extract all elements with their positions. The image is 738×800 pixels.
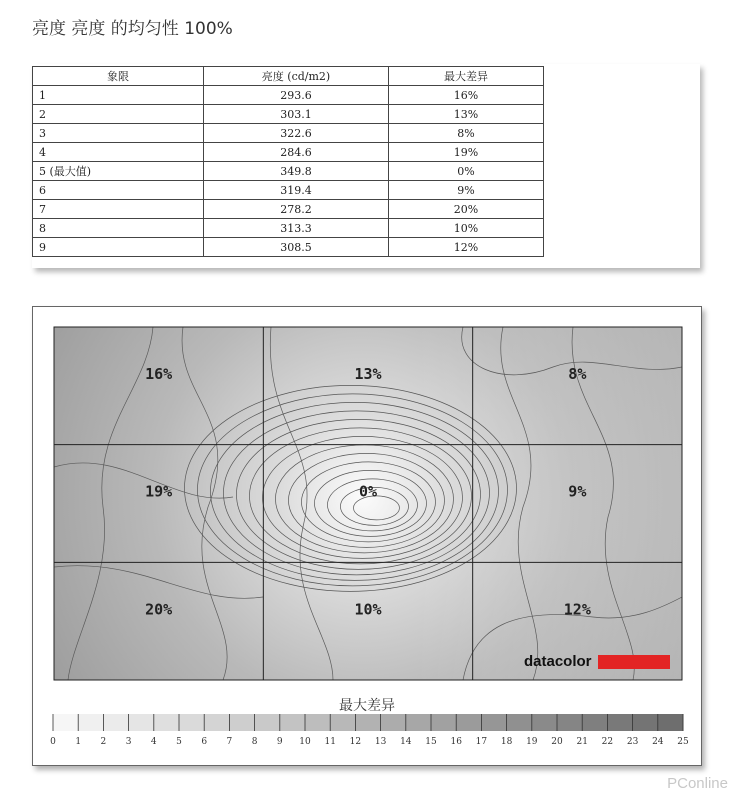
legend-swatch: [103, 714, 129, 731]
luminance-cell: 284.6: [204, 143, 389, 162]
legend-tick-label: 12: [349, 737, 362, 747]
quadrant-cell: 4: [33, 143, 204, 162]
luminance-cell: 303.1: [204, 105, 389, 124]
quadrant-cell: 6: [33, 181, 204, 200]
quadrant-label: 8%: [568, 365, 587, 383]
legend-swatch: [658, 714, 684, 731]
legend-swatch: [431, 714, 457, 731]
legend-tick-label: 2: [100, 737, 107, 747]
column-header-quadrant: 象限: [33, 67, 204, 86]
legend-swatch: [229, 714, 255, 731]
legend-swatch: [53, 714, 79, 731]
quadrant-cell: 1: [33, 86, 204, 105]
heatmap-plot-area: [54, 327, 682, 680]
legend-tick-label: 23: [626, 737, 639, 747]
legend-swatch: [179, 714, 205, 731]
luminance-cell: 322.6: [204, 124, 389, 143]
legend-swatch: [456, 714, 482, 731]
table-row: [33, 200, 544, 219]
max-diff-cell: 13%: [389, 105, 544, 124]
legend-tick-label: 18: [500, 737, 513, 747]
legend-swatch: [406, 714, 432, 731]
legend-swatch: [532, 714, 558, 731]
legend-tick-label: 8: [251, 737, 258, 747]
legend-tick-label: 25: [677, 737, 689, 747]
quadrant-cell: 5 (最大值): [33, 162, 204, 181]
max-diff-cell: 19%: [389, 143, 544, 162]
color-scale-legend: [50, 697, 689, 747]
quadrant-label: 20%: [145, 600, 173, 619]
table-row: [33, 124, 544, 143]
legend-swatch: [607, 714, 633, 731]
luminance-cell: 313.3: [204, 219, 389, 238]
max-diff-cell: 16%: [389, 86, 544, 105]
legend-tick-label: 0: [50, 737, 56, 747]
table-row: [33, 105, 544, 124]
table-row: [33, 238, 544, 257]
legend-tick-label: 20: [551, 737, 563, 747]
quadrant-cell: 7: [33, 200, 204, 219]
column-header-max-diff: 最大差异: [389, 67, 544, 86]
datacolor-red-bar: [598, 655, 670, 669]
luminance-cell: 278.2: [204, 200, 389, 219]
luminance-table: [32, 66, 544, 257]
legend-tick-label: 1: [75, 737, 82, 747]
legend-tick-label: 24: [652, 737, 664, 747]
legend-tick-label: 6: [201, 737, 208, 747]
legend-tick-label: 22: [601, 737, 614, 747]
legend-tick-label: 15: [425, 737, 437, 747]
legend-tick-label: 19: [526, 737, 538, 747]
legend-tick-label: 14: [400, 737, 412, 747]
legend-swatch: [633, 714, 659, 731]
legend-swatch: [381, 714, 407, 731]
legend-swatch: [255, 714, 281, 731]
legend-swatch: [305, 714, 331, 731]
table-row: [33, 181, 544, 200]
quadrant-label: 16%: [145, 365, 173, 383]
legend-swatch: [204, 714, 230, 731]
luminance-table-card: [32, 64, 700, 268]
max-diff-cell: 10%: [389, 219, 544, 238]
legend-tick-label: 13: [374, 737, 387, 747]
quadrant-label: 19%: [145, 482, 173, 501]
legend-tick-label: 3: [125, 737, 132, 747]
quadrant-cell: 8: [33, 219, 204, 238]
luminance-cell: 308.5: [204, 238, 389, 257]
datacolor-wordmark: datacolor: [524, 653, 592, 670]
page-title: 亮度 亮度 的均匀性 100%: [32, 19, 233, 39]
luminance-cell: 319.4: [204, 181, 389, 200]
uniformity-chart-card: [32, 306, 702, 766]
legend-swatch: [78, 714, 104, 731]
legend-tick-label: 5: [176, 737, 182, 747]
quadrant-label: 0%: [358, 482, 378, 501]
quadrant-cell: 3: [33, 124, 204, 143]
luminance-cell: 349.8: [204, 162, 389, 181]
quadrant-label: 10%: [354, 600, 382, 619]
max-diff-cell: 0%: [389, 162, 544, 181]
luminance-cell: 293.6: [204, 86, 389, 105]
quadrant-label: 9%: [568, 482, 587, 501]
legend-tick-label: 21: [576, 737, 588, 747]
legend-swatch: [154, 714, 180, 731]
max-diff-cell: 8%: [389, 124, 544, 143]
uniformity-heatmap: [33, 307, 701, 765]
table-row: [33, 162, 544, 181]
max-diff-cell: 20%: [389, 200, 544, 219]
legend-swatch: [355, 714, 381, 731]
quadrant-label: 12%: [563, 600, 591, 619]
legend-swatches: [53, 714, 684, 731]
table-row: [33, 219, 544, 238]
quadrant-cell: 9: [33, 238, 204, 257]
legend-swatch: [507, 714, 533, 731]
legend-swatch: [481, 714, 507, 731]
watermark: PConline: [667, 775, 728, 792]
legend-tick-label: 17: [475, 737, 488, 747]
table-row: [33, 143, 544, 162]
legend-tick-label: 9: [276, 737, 283, 747]
legend-tick-label: 4: [150, 737, 157, 747]
max-diff-cell: 12%: [389, 238, 544, 257]
table-header-row: [33, 67, 544, 86]
legend-tick-label: 10: [299, 737, 311, 747]
column-header-luminance: 亮度 (cd/m2): [204, 67, 389, 86]
legend-swatch: [129, 714, 155, 731]
legend-tick-label: 7: [226, 737, 233, 747]
legend-swatch: [330, 714, 356, 731]
max-diff-cell: 9%: [389, 181, 544, 200]
legend-swatch: [280, 714, 306, 731]
table-row: [33, 86, 544, 105]
legend-swatch: [557, 714, 583, 731]
legend-title: 最大差异: [339, 698, 395, 714]
quadrant-cell: 2: [33, 105, 204, 124]
legend-tick-label: 16: [450, 737, 462, 747]
legend-swatch: [582, 714, 608, 731]
legend-tick-label: 11: [324, 737, 336, 747]
quadrant-label: 13%: [354, 365, 382, 383]
